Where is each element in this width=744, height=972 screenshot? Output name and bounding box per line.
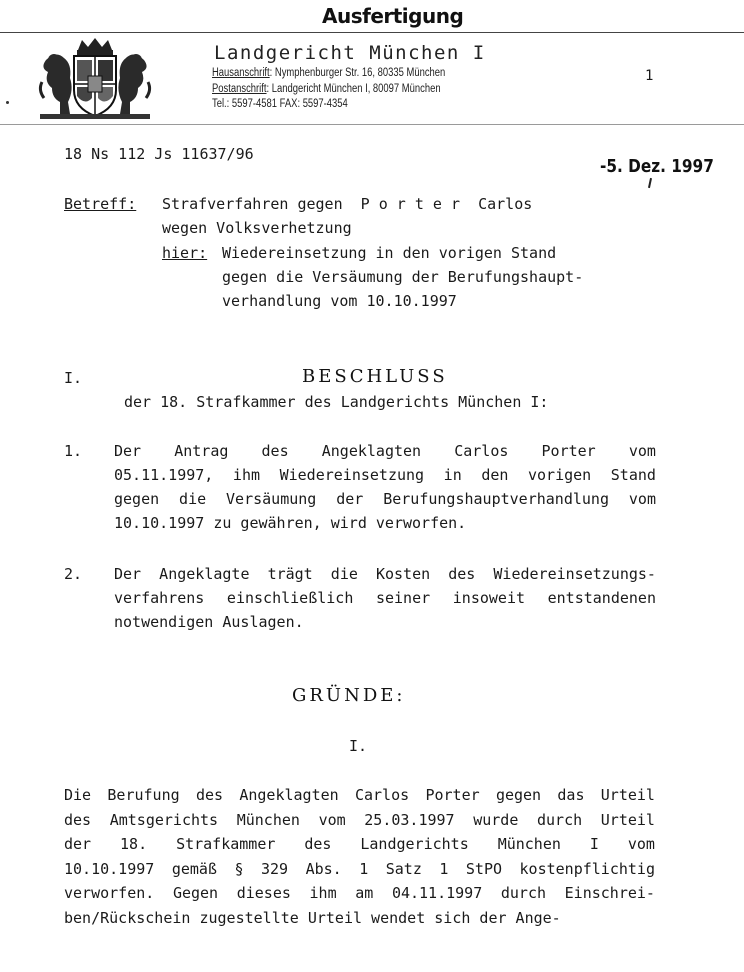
word: 04.11.1997 <box>391 884 483 902</box>
subject-line-1: Strafverfahren gegen P o r t e r Carlos <box>162 195 533 213</box>
word: Die <box>64 786 92 804</box>
word: seiner <box>375 589 431 607</box>
word: des <box>195 786 224 804</box>
word: Carlos <box>354 786 410 804</box>
house-address-value: : Nymphenburger Str. 16, 80335 München <box>269 67 446 79</box>
word: vom <box>628 490 656 508</box>
reasons-text <box>64 786 655 933</box>
word: wurde <box>473 810 519 829</box>
item-2-line <box>114 565 656 589</box>
item-2-last-line: notwendigen Auslagen. <box>114 613 304 631</box>
item-number-2: 2. <box>64 565 83 583</box>
word: gemäß <box>171 859 217 878</box>
word: Einschrei- <box>564 884 655 902</box>
word: 25.03.1997 <box>364 810 455 829</box>
word: StPO <box>465 859 503 878</box>
word: durch <box>500 884 547 902</box>
date-stamp: -5. Dez. 1997 <box>600 156 714 177</box>
word: des <box>261 442 289 460</box>
word: insoweit <box>452 589 526 607</box>
word: die <box>179 490 207 508</box>
word: 1 <box>359 859 369 878</box>
top-rule <box>0 32 744 33</box>
header-rule <box>0 124 744 125</box>
word: Wiedereinsetzungs- <box>493 565 656 583</box>
word: ihm <box>309 884 337 902</box>
house-address-label: Hausanschrift <box>212 67 270 79</box>
word: München <box>236 810 300 829</box>
word: München <box>497 835 561 853</box>
word: Porter <box>541 442 596 460</box>
word: der <box>336 490 364 508</box>
word: kostenpflichtig <box>519 859 655 878</box>
word: vorigen <box>527 466 592 484</box>
word: Urteil <box>600 786 655 804</box>
word: in <box>443 466 462 484</box>
word: 329 <box>261 859 289 878</box>
item-1-last-line: 10.10.1997 zu gewähren, wird verworfen. <box>114 514 467 532</box>
item-2-line <box>114 589 656 613</box>
word: ihm <box>232 466 261 484</box>
reasons-line <box>64 786 655 811</box>
word: 1 <box>439 859 449 878</box>
word: Landgerichts <box>360 835 469 853</box>
file-number: 18 Ns 112 Js 11637/96 <box>64 145 254 163</box>
subject-line-3: Wiedereinsetzung in den vorigen Stand <box>222 244 557 262</box>
word: Kosten <box>375 565 431 583</box>
postal-address-label: Postanschrift <box>212 83 267 95</box>
reasons-line <box>64 835 655 860</box>
item-1-text <box>114 442 656 538</box>
word: Gegen <box>172 884 219 902</box>
court-name: Landgericht München I <box>214 42 486 64</box>
subject-line-2: wegen Volksverhetzung <box>162 219 352 237</box>
word: Amtsgerichts <box>109 810 219 829</box>
word: Satz <box>385 859 422 878</box>
bavarian-coat-of-arms <box>30 38 160 120</box>
word: Urteil <box>600 810 655 829</box>
page-number: 1 <box>645 68 654 84</box>
word: vom <box>627 835 655 853</box>
decision-title: BESCHLUSS <box>302 366 448 387</box>
word: Angeklagten <box>321 442 422 460</box>
word: trägt <box>267 565 313 583</box>
item-number-1: 1. <box>64 442 83 460</box>
word: den <box>481 466 509 484</box>
date-stamp-mark <box>648 178 652 188</box>
subject-line-4: gegen die Versäumung der Berufungshaupt- <box>222 268 584 286</box>
word: gegen <box>114 490 160 508</box>
item-1-line <box>114 466 656 490</box>
ausfertigung-stamp: Ausfertigung <box>322 4 464 28</box>
word: des <box>448 565 476 583</box>
postal-address <box>212 83 441 95</box>
scan-speck <box>6 101 9 104</box>
section-numeral: I. <box>64 369 83 387</box>
word: des <box>304 835 332 853</box>
word: vom <box>628 442 656 460</box>
word: § <box>234 859 244 878</box>
phone-fax: Tel.: 5597-4581 FAX: 5597-4354 <box>212 98 348 110</box>
subject-line-5: verhandlung vom 10.10.1997 <box>222 292 457 310</box>
word: Angeklagten <box>239 786 339 804</box>
item-1-line <box>114 442 656 466</box>
reasons-numeral: I. <box>349 737 368 755</box>
word: entstandenen <box>547 589 656 607</box>
reasons-last-line: ben/Rückschein zugestellte Urteil wendet sich der Ange- <box>64 908 561 927</box>
word: des <box>64 810 92 829</box>
reasons-line <box>64 860 655 885</box>
decision-subtitle: der 18. Strafkammer des Landgerichts München I: <box>124 393 549 411</box>
word: gegen <box>495 786 542 804</box>
item-2-text <box>114 565 656 637</box>
word: am <box>355 884 374 902</box>
postal-address-value: : Landgericht München I, 80097 München <box>266 83 441 95</box>
word: Der <box>114 565 142 583</box>
word: Angeklagte <box>159 565 250 583</box>
reasons-line <box>64 811 655 836</box>
word: Wiedereinsetzung <box>279 466 425 484</box>
word: 05.11.1997, <box>114 466 214 484</box>
word: 18. <box>120 835 148 853</box>
word: vom <box>318 810 346 829</box>
word: Berufung <box>107 786 180 804</box>
word: Carlos <box>454 442 509 460</box>
word: 10.10.1997 <box>64 859 155 878</box>
word: Der <box>114 442 142 460</box>
word: Stand <box>610 466 656 484</box>
word: Versäumung <box>226 490 317 508</box>
item-1-line <box>114 490 656 514</box>
word: I <box>589 835 599 853</box>
word: einschließlich <box>226 589 354 607</box>
reasons-title: GRÜNDE: <box>292 685 406 706</box>
word: durch <box>537 810 583 829</box>
word: dieses <box>236 884 291 902</box>
word: Abs. <box>305 859 342 878</box>
word: der <box>64 835 92 853</box>
word: das <box>557 786 585 804</box>
word: Porter <box>425 786 480 804</box>
word: verfahrens <box>114 589 205 607</box>
word: Antrag <box>174 442 229 460</box>
word: verworfen. <box>64 884 155 902</box>
house-address <box>212 67 445 79</box>
subject-here-label: hier: <box>162 244 208 262</box>
reasons-line <box>64 884 655 909</box>
word: die <box>330 565 358 583</box>
subject-label: Betreff: <box>64 195 137 213</box>
word: Strafkammer <box>176 835 276 853</box>
word: Berufungshauptverhandlung <box>383 490 609 508</box>
